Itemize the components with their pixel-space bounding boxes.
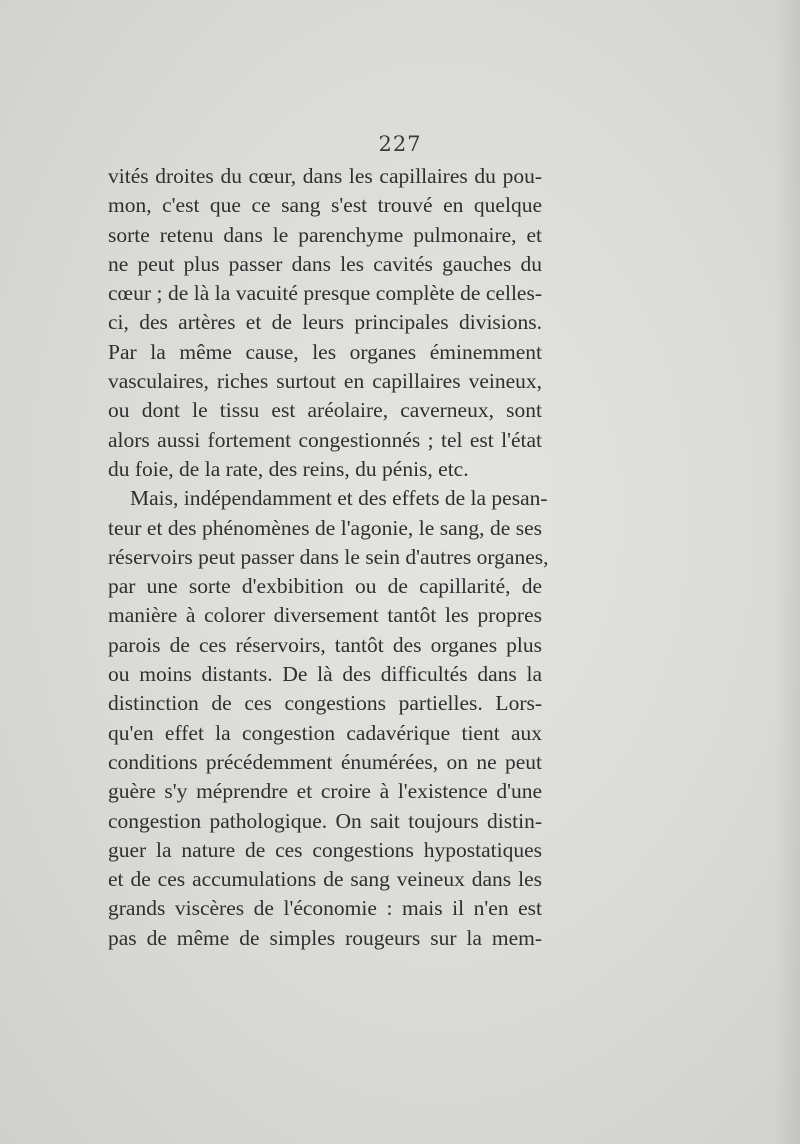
text-line: congestion pathologique. On sait toujours distin- bbox=[108, 808, 542, 833]
text-line: teur et des phénomènes de l'agonie, le sang, de ses bbox=[108, 515, 542, 540]
text-line: guer la nature de ces congestions hypostatiques bbox=[108, 837, 542, 862]
text-line: réservoirs peut passer dans le sein d'autres organes, bbox=[108, 544, 549, 569]
paragraph-start-line: Mais, indépendamment et des effets de la pesan- bbox=[130, 486, 548, 511]
text-line: pas de même de simples rougeurs sur la mem- bbox=[108, 925, 542, 950]
page-number: 227 bbox=[378, 132, 422, 156]
text-line: Par la même cause, les organes éminemment bbox=[108, 339, 542, 364]
text-line: manière à colorer diversement tantôt les propres bbox=[108, 603, 542, 628]
text-line: conditions précédemment énumérées, on ne peut bbox=[108, 749, 542, 774]
text-line: vasculaires, riches surtout en capillaires veineux, bbox=[108, 369, 542, 394]
text-line: sorte retenu dans le parenchyme pulmonaire, et bbox=[108, 222, 542, 247]
paragraph-end-line: du foie, de la rate, des reins, du pénis, etc. bbox=[108, 456, 469, 481]
text-line: vités droites du cœur, dans les capillaires du pou- bbox=[108, 164, 542, 188]
text-line: grands viscères de l'économie : mais il n'en est bbox=[108, 896, 542, 921]
text-line: cœur ; de là la vacuité presque complète de celles- bbox=[108, 281, 542, 306]
text-line: alors aussi fortement congestionnés ; tel est l'état bbox=[108, 427, 542, 452]
text-line: mon, c'est que ce sang s'est trouvé en quelque bbox=[108, 193, 542, 218]
text-line: par une sorte d'exbibition ou de capillarité, de bbox=[108, 574, 542, 599]
text-line: ou dont le tissu est aréolaire, caverneux, sont bbox=[108, 398, 542, 423]
text-line: qu'en effet la congestion cadavérique tient aux bbox=[108, 720, 542, 745]
text-line: ci, des artères et de leurs principales divisions. bbox=[108, 310, 542, 335]
page-edge-shadow bbox=[774, 0, 800, 1144]
text-line: distinction de ces congestions partielles. Lors- bbox=[108, 691, 542, 716]
text-line: et de ces accumulations de sang veineux dans les bbox=[108, 867, 542, 892]
text-line: ne peut plus passer dans les cavités gauches du bbox=[108, 251, 542, 276]
text-line: parois de ces réservoirs, tantôt des organes plus bbox=[108, 632, 542, 657]
text-line: ou moins distants. De là des difficultés dans la bbox=[108, 662, 542, 687]
body-text bbox=[108, 162, 549, 953]
text-line: guère s'y méprendre et croire à l'existence d'une bbox=[108, 779, 542, 804]
